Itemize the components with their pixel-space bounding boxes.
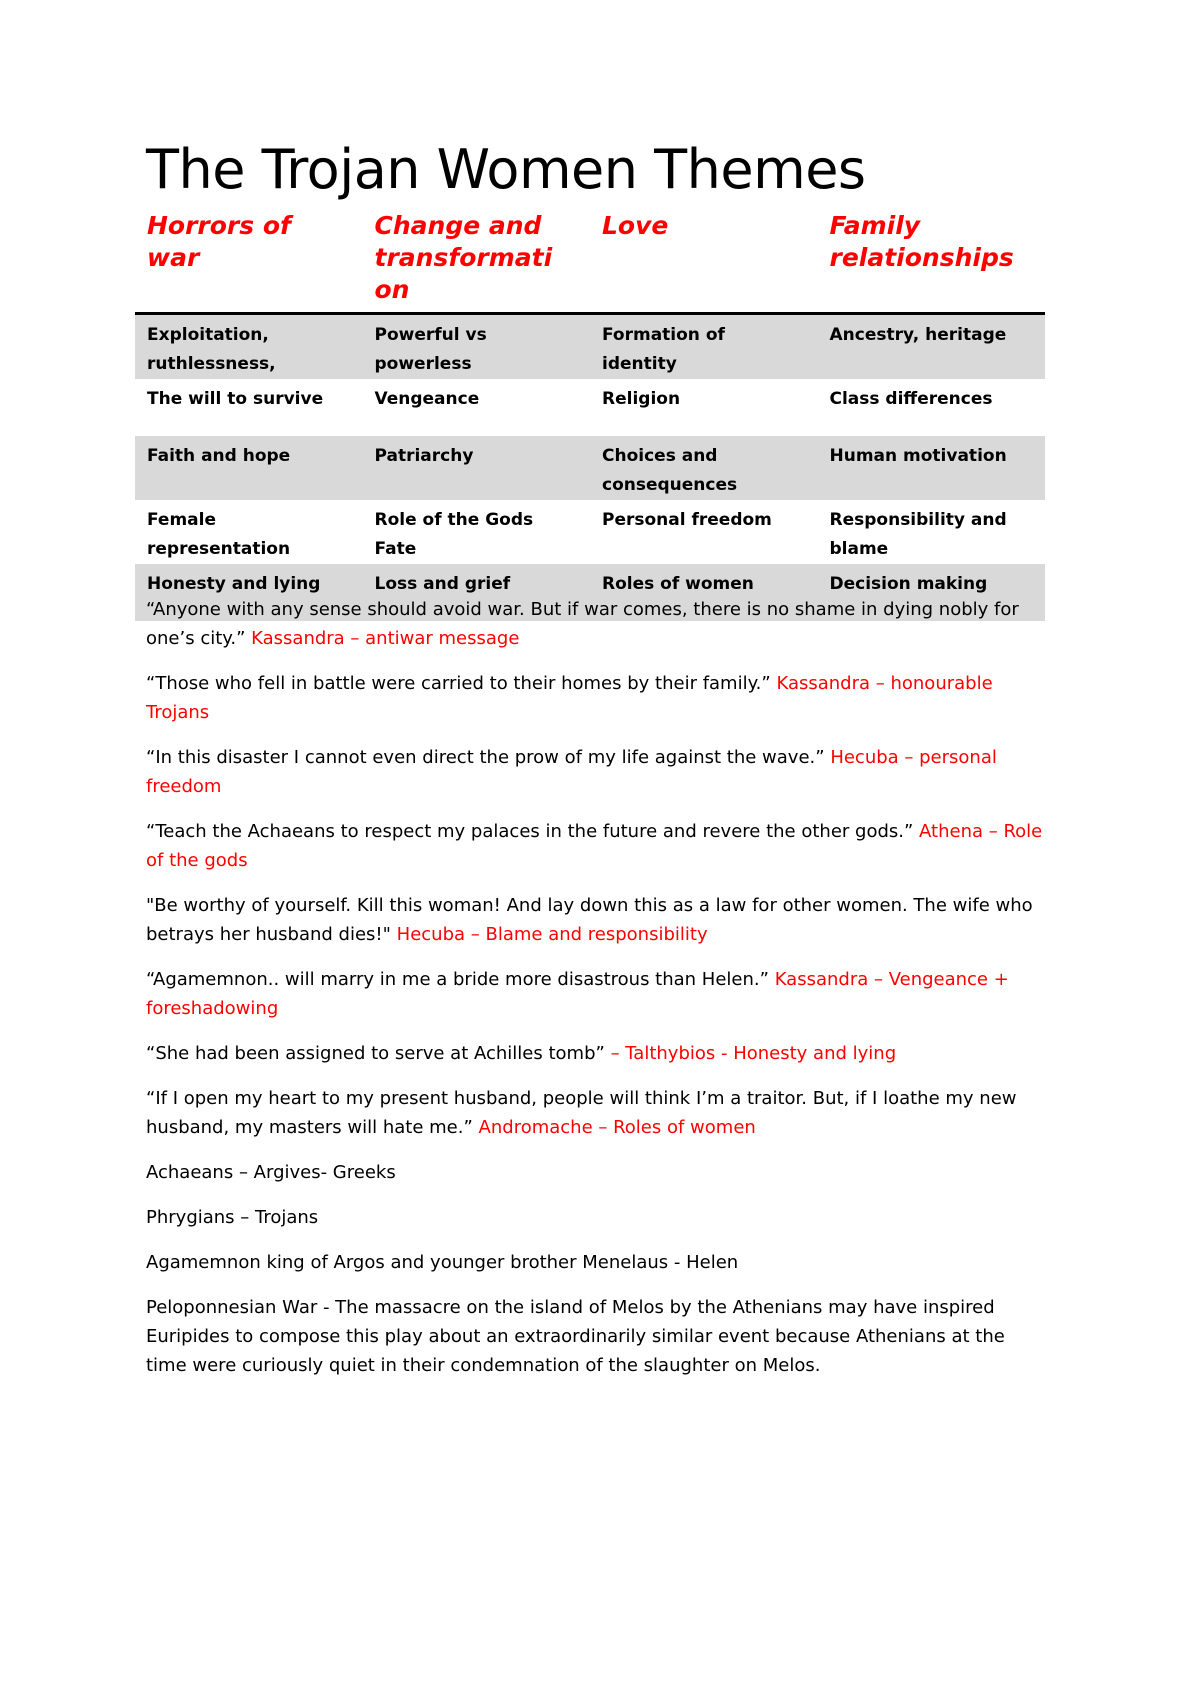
quote-note: Kassandra – antiwar message (251, 628, 520, 649)
table-cell: Choices and consequences (590, 436, 818, 500)
table-cell: Responsibility and blame (829, 510, 1007, 559)
quote-paragraph (146, 1039, 1051, 1068)
table-cell: Powerful vs powerless (363, 314, 591, 380)
table-header-row (135, 210, 1045, 314)
table-cell: Patriarchy (363, 436, 591, 500)
table-cell: Female representation (147, 510, 291, 559)
quote-paragraph (146, 891, 1051, 949)
quote-text: “She had been assigned to serve at Achilles tomb” (146, 1043, 605, 1064)
table-cell: Ancestry, heritage (818, 314, 1046, 380)
table-cell: Loss and grief (363, 564, 591, 621)
quote-text: “Teach the Achaeans to respect my palaces in the future and revere the other gods.” (146, 821, 914, 842)
table-row (135, 436, 1045, 500)
table-header-cell: Love (590, 210, 818, 314)
table-cell: Decision making (818, 564, 1046, 621)
quote-note: Kassandra – honourable Trojans (146, 673, 993, 723)
table-header-cell: Change and transformati on (363, 210, 591, 314)
quote-note: Andromache – Roles of women (478, 1117, 756, 1138)
table-cell: Human motivation (818, 436, 1046, 500)
quote-text: “In this disaster I cannot even direct the prow of my life against the wave.” (146, 747, 825, 768)
note-paragraph: Achaeans – Argives- Greeks (146, 1162, 396, 1183)
quote-paragraph (146, 817, 1051, 875)
table-row (135, 379, 1045, 436)
table-cell: Faith and hope (135, 436, 363, 500)
page-title: The Trojan Women Themes (146, 138, 866, 201)
quote-note: Kassandra – Vengeance + foreshadowing (146, 969, 1009, 1019)
table-row (135, 314, 1045, 380)
table-cell: Honesty and lying (135, 564, 363, 621)
quote-note: Athena – Role of the gods (146, 821, 1043, 871)
quote-note: Hecuba – Blame and responsibility (396, 924, 708, 945)
quote-text: "Be worthy of yourself. Kill this woman! And lay down this as a law for other women. The wife who betrays her husband dies!" (146, 895, 1033, 945)
table-row (135, 500, 1045, 564)
quote-paragraph (146, 669, 1051, 727)
themes-table (135, 210, 1045, 621)
table-cell: Religion (602, 389, 681, 409)
note-paragraph: Peloponnesian War - The massacre on the island of Melos by the Athenians may have inspired Euripides to compose this play about an extraordinarily similar event because Athenians at the time were curiously quiet in their condemnation of the slaughter on Melos. (146, 1297, 1005, 1376)
quote-paragraph (146, 965, 1051, 1023)
quote-text: “Those who fell in battle were carried to their homes by their family.” (146, 673, 771, 694)
quote-paragraph (146, 595, 1051, 653)
quote-text: “If I open my heart to my present husband, people will think I’m a traitor. But, if I loathe my new husband, my masters will hate me.” (146, 1088, 1017, 1138)
table-cell: Class differences (829, 389, 993, 409)
table-cell: Role of the Gods Fate (374, 510, 534, 559)
note-paragraph: Agamemnon king of Argos and younger brother Menelaus - Helen (146, 1252, 739, 1273)
quote-text: “Agamemnon.. will marry in me a bride more disastrous than Helen.” (146, 969, 769, 990)
table-cell: The will to survive (147, 389, 324, 409)
table-cell: Exploitation, ruthlessness, (135, 314, 363, 380)
table-header-cell: Family relationships (818, 210, 1046, 314)
table-cell: Roles of women (590, 564, 818, 621)
quote-note: – Talthybios - Honesty and lying (610, 1043, 897, 1064)
note-paragraph: Phrygians – Trojans (146, 1207, 319, 1228)
document-body (146, 595, 1051, 1396)
table-header-cell: Horrors of war (135, 210, 363, 314)
quote-note: Hecuba – personal freedom (146, 747, 997, 797)
quote-paragraph (146, 743, 1051, 801)
table-cell: Vengeance (374, 389, 480, 409)
table-cell: Personal freedom (602, 510, 772, 530)
quote-paragraph (146, 1084, 1051, 1142)
quote-text: “Anyone with any sense should avoid war. But if war comes, there is no shame in dying nobly for one’s city.” (146, 599, 1019, 649)
table-cell: Formation of identity (590, 314, 818, 380)
